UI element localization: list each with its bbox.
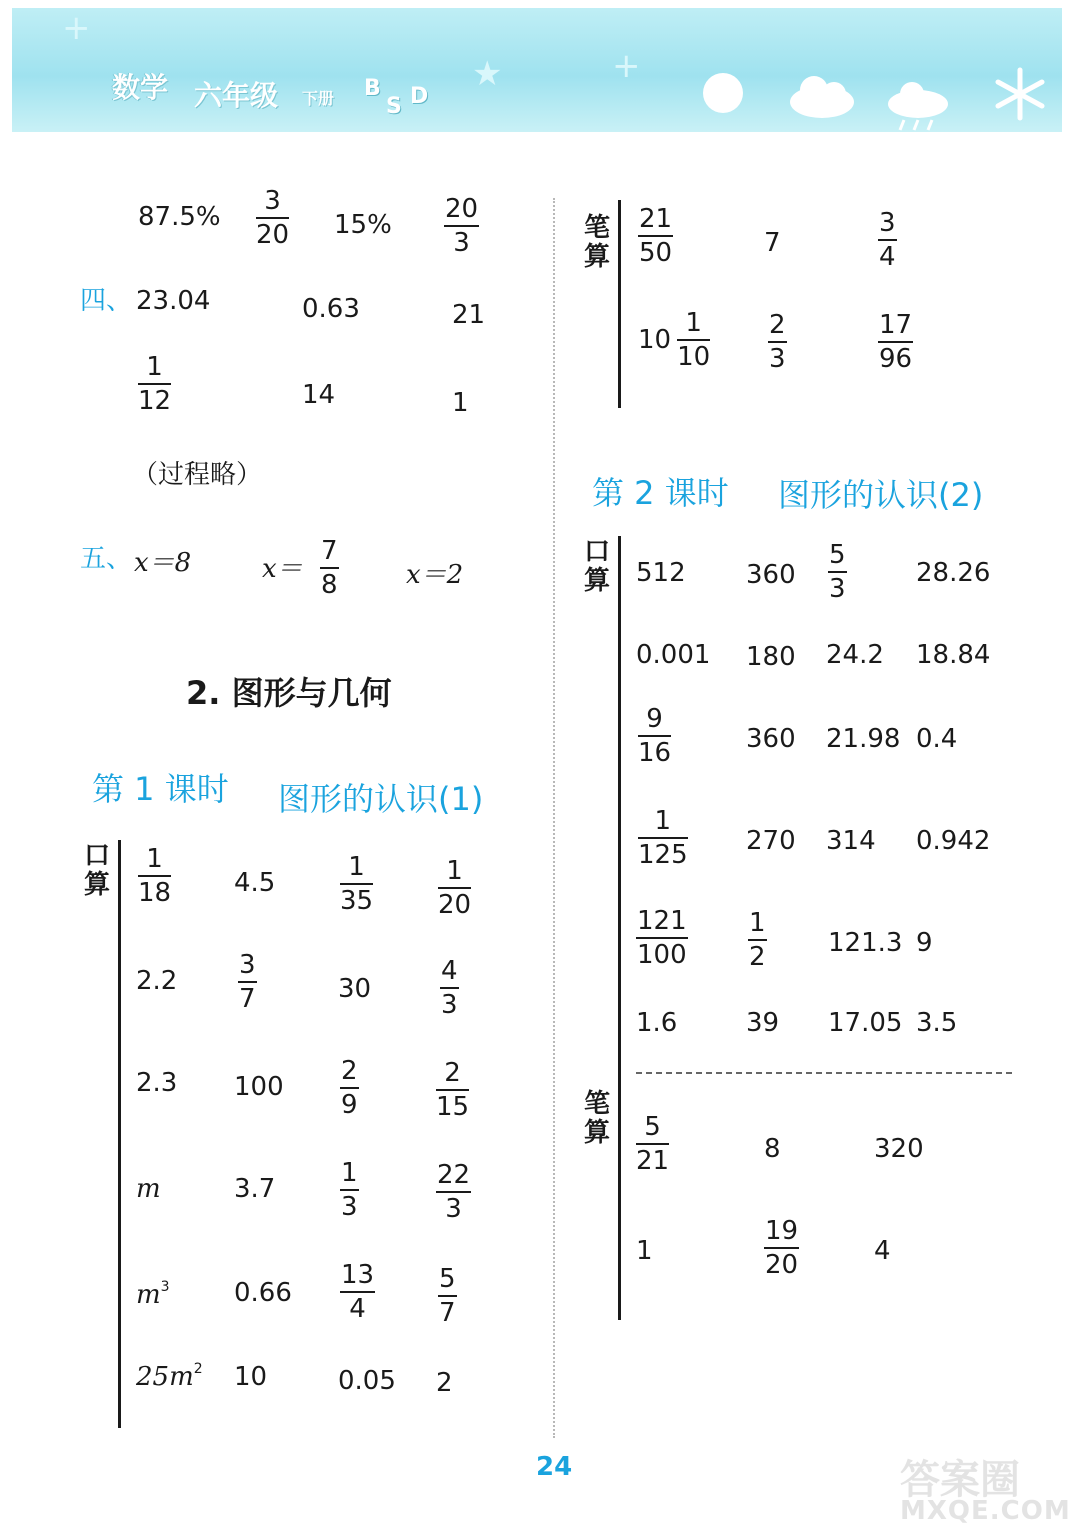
fraction: 13 4 [341, 1260, 375, 1324]
process-note: （过程略） [132, 460, 263, 490]
answer: 9 [916, 928, 933, 958]
sparkle-icon: + [62, 8, 91, 48]
answer: 0.4 [916, 724, 958, 754]
question-label: 五、 [80, 544, 133, 574]
answer: 24.2 [826, 640, 884, 670]
column-rule [118, 840, 121, 1428]
fraction: 1 12 [138, 352, 172, 416]
lesson-topic: 图形的认识(1) [278, 780, 484, 818]
sun-icon [698, 68, 748, 118]
edition-letter: B [364, 76, 381, 101]
answer: 4.5 [234, 868, 276, 898]
fraction: 5 21 [636, 1112, 670, 1176]
answer: 39 [746, 1008, 780, 1038]
header-volume: 下册 [302, 89, 335, 108]
answer: 0.942 [916, 826, 991, 856]
header-banner [12, 8, 1062, 132]
answer: 121.3 [828, 928, 903, 958]
answer: 21.98 [826, 724, 901, 754]
answer: 28.26 [916, 558, 991, 588]
fraction: 17 96 [879, 310, 913, 374]
answer: 100 [234, 1072, 284, 1102]
header-grade: 六年级 [194, 79, 279, 112]
fraction: 1 2 [749, 908, 766, 972]
answer: 0.05 [338, 1366, 396, 1396]
answer: 360 [746, 724, 796, 754]
answer: 2 [436, 1368, 453, 1398]
fraction: 20 3 [445, 194, 479, 258]
fraction: 9 16 [638, 704, 672, 768]
snow-icon [990, 64, 1050, 124]
fraction: 3 20 [256, 186, 290, 250]
fraction: 1 35 [340, 852, 374, 916]
section-title: 2. 图形与几何 [186, 674, 392, 712]
answer: 3.7 [234, 1174, 276, 1204]
oral-calc-label: 口算 [583, 537, 610, 596]
answer: $25m^2$ [136, 1361, 203, 1392]
fraction: 3 4 [879, 208, 896, 272]
oral-calc-label: 口算 [83, 841, 110, 900]
equation: x＝2 [406, 560, 464, 590]
fraction: 1 18 [138, 844, 172, 908]
answer: $m^3$ [136, 1279, 170, 1310]
lesson-number: 第 1 课时 [92, 770, 229, 808]
answer: 1.6 [636, 1008, 678, 1038]
answer: 7 [764, 228, 781, 258]
fraction: 21 50 [639, 204, 673, 268]
answer: 8 [764, 1134, 781, 1164]
lesson-topic: 图形的认识(2) [778, 476, 984, 514]
answer: 0.66 [234, 1278, 292, 1308]
page-number: 24 [536, 1452, 573, 1482]
section-divider [636, 1072, 1012, 1074]
fraction: 5 7 [439, 1264, 456, 1328]
fraction: 2 15 [436, 1058, 470, 1122]
answer: 1 [452, 388, 469, 418]
column-rule [618, 536, 621, 1320]
answer: 15% [334, 210, 392, 240]
answer: 4 [874, 1236, 891, 1266]
rain-cloud-icon [878, 78, 958, 132]
fraction: 2 9 [341, 1056, 358, 1120]
answer: 360 [746, 560, 796, 590]
mixed-number: 10 $\frac{1}{10}$ [638, 308, 711, 372]
equation: x＝ [262, 554, 303, 584]
answer: 2.2 [136, 966, 178, 996]
star-icon: ★ [472, 54, 503, 94]
answer: 23.04 [136, 286, 211, 316]
cloud-icon [782, 68, 862, 122]
written-calc-label: 笔算 [583, 1089, 610, 1148]
fraction: 7 8 [321, 536, 338, 600]
fraction: 1 20 [438, 856, 472, 920]
fraction: 5 3 [829, 540, 846, 604]
lesson-number: 第 2 课时 [592, 474, 729, 512]
answer: 30 [338, 974, 372, 1004]
fraction: 22 3 [437, 1160, 471, 1224]
edition-letter: S [386, 94, 402, 119]
fraction: 4 3 [441, 956, 458, 1020]
answer: 512 [636, 558, 686, 588]
answer: 270 [746, 826, 796, 856]
answer: 18.84 [916, 640, 991, 670]
answer: 180 [746, 642, 796, 672]
answer: 2.3 [136, 1068, 178, 1098]
answer: 21 [452, 300, 486, 330]
fraction: 1 125 [638, 806, 688, 870]
fraction: 1 3 [341, 1158, 358, 1222]
watermark-url: MXQE.COM [900, 1496, 1071, 1526]
answer: 87.5% [138, 202, 221, 232]
answer: 14 [302, 380, 336, 410]
answer: 10 [234, 1362, 268, 1392]
fraction: 2 3 [769, 310, 786, 374]
edition-letter: D [410, 84, 429, 109]
answer: 314 [826, 826, 876, 856]
answer: 17.05 [828, 1008, 903, 1038]
answer: m [136, 1174, 161, 1204]
answer: 0.63 [302, 294, 360, 324]
answer: 0.001 [636, 640, 711, 670]
fraction: 3 7 [239, 950, 256, 1014]
written-calc-label: 笔算 [583, 213, 610, 272]
fraction: 19 20 [765, 1216, 799, 1280]
column-rule [618, 200, 621, 408]
answer: 1 [636, 1236, 653, 1266]
answer: 3.5 [916, 1008, 958, 1038]
fraction: 121 100 [637, 906, 687, 970]
sparkle-icon: + [612, 46, 641, 86]
equation: x＝8 [134, 548, 192, 578]
question-label: 四、 [80, 286, 133, 316]
answer: 320 [874, 1134, 924, 1164]
header-subject: 数学 [112, 71, 169, 104]
column-divider [553, 198, 555, 1438]
watermark-logo: 答案圈 [900, 1457, 1020, 1503]
